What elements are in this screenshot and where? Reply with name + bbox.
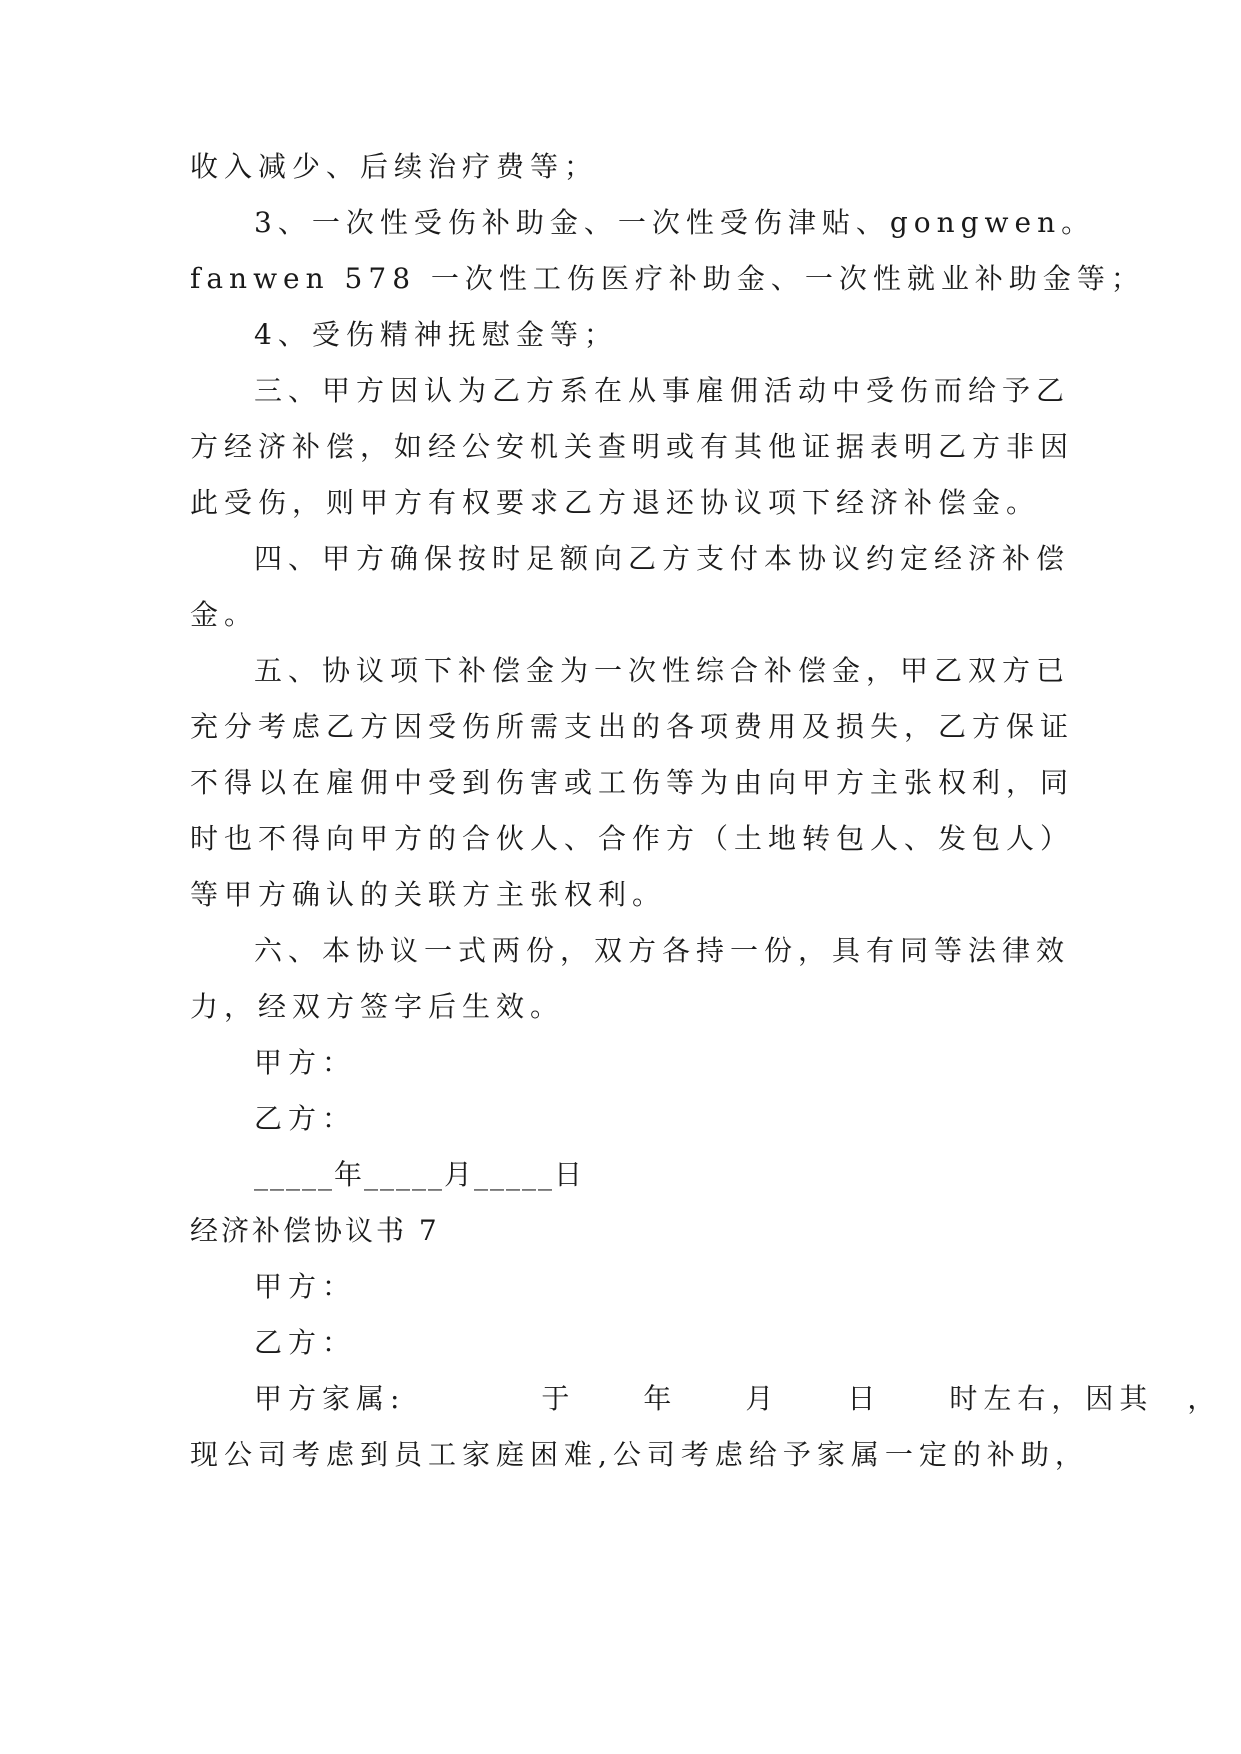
- party-a-label: 甲方：: [254, 1046, 357, 1079]
- text-line: 力，经双方签字后生效。: [190, 990, 565, 1023]
- section-three: 三、甲方因认为乙方系在从事雇佣活动中受伤而给予乙: [254, 374, 1071, 407]
- section-four: 四、甲方确保按时足额向乙方支付本协议约定经济补偿: [254, 542, 1071, 575]
- clause-3: 3、一次性受伤补助金、一次性受伤津贴、gongwen。: [254, 206, 1096, 239]
- text-line: 不得以在雇佣中受到伤害或工伤等为由向甲方主张权利，同: [190, 766, 1075, 799]
- text-line: 此受伤，则甲方有权要求乙方退还协议项下经济补偿金。: [190, 486, 1041, 519]
- clause-4: 4、受伤精神抚慰金等；: [254, 318, 618, 351]
- family-statement: 甲方家属: 于 年 月 日 时左右，因其 ，: [254, 1382, 1222, 1415]
- date-line: _____年_____月_____日: [254, 1158, 585, 1191]
- text-line: 方经济补偿，如经公安机关查明或有其他证据表明乙方非因: [190, 430, 1075, 463]
- party-a-label: 甲方：: [254, 1270, 357, 1303]
- agreement-title: 经济补偿协议书 7: [190, 1214, 440, 1247]
- text-line: fanwen 578 一次性工伤医疗补助金、一次性就业补助金等；: [190, 262, 1145, 295]
- text-line: 现公司考虑到员工家庭困难,公司考虑给予家属一定的补助，: [190, 1438, 1089, 1471]
- text-line: 金。: [190, 598, 259, 631]
- party-b-label: 乙方：: [254, 1326, 357, 1359]
- section-six: 六、本协议一式两份，双方各持一份，具有同等法律效: [254, 934, 1071, 967]
- text-line: 等甲方确认的关联方主张权利。: [190, 878, 667, 911]
- text-line: 时也不得向甲方的合伙人、合作方（土地转包人、发包人）: [190, 822, 1075, 855]
- text-line: 充分考虑乙方因受伤所需支出的各项费用及损失，乙方保证: [190, 710, 1075, 743]
- section-five: 五、协议项下补偿金为一次性综合补偿金，甲乙双方已: [254, 654, 1071, 687]
- text-line: 收入减少、后续治疗费等；: [190, 150, 599, 183]
- party-b-label: 乙方：: [254, 1102, 357, 1135]
